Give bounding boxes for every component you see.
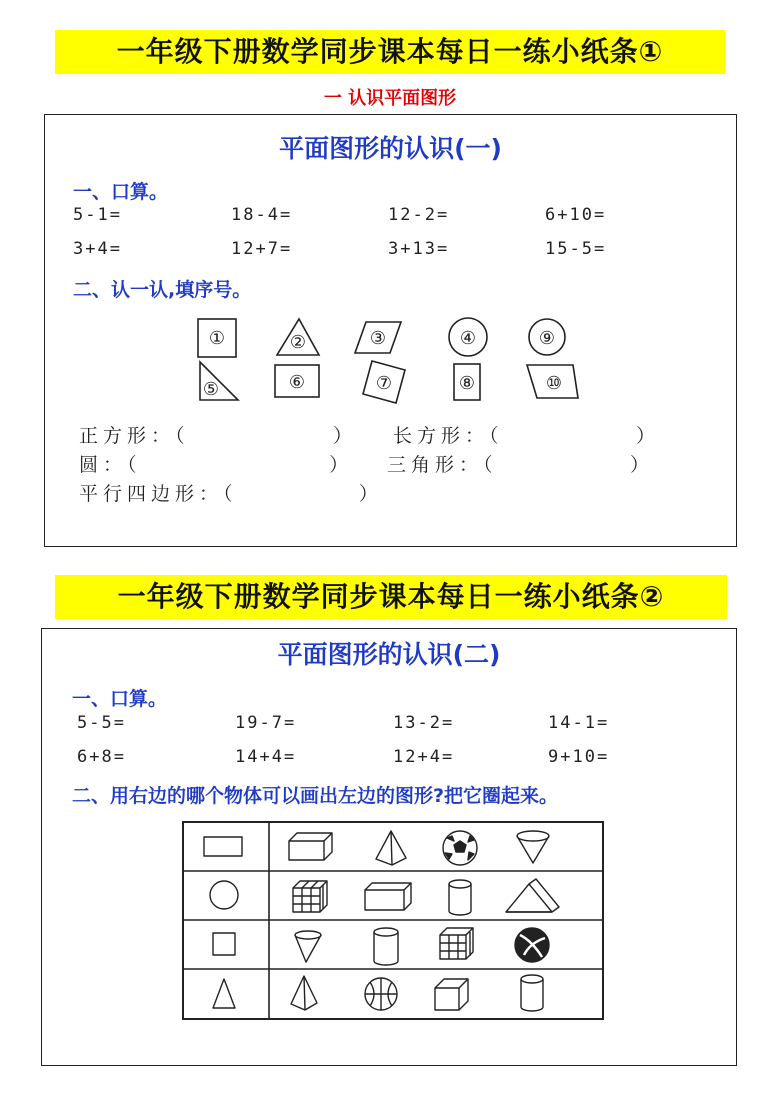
arithmetic-problem: 5-1= (73, 205, 122, 225)
cone-icon (517, 831, 549, 863)
cuboid-icon (289, 833, 332, 860)
section-match-objects: 二、用右边的哪个物体可以画出左边的图形?把它圈起来。 (72, 785, 559, 807)
cuboid-icon (365, 883, 411, 910)
shape-label: ② (289, 332, 307, 353)
arithmetic-problem: 12+4= (393, 747, 455, 767)
cone-icon (295, 931, 321, 962)
card-title: 平面图形的认识(一) (279, 134, 502, 163)
section-identify-shapes: 二、认一认,填序号。 (73, 279, 252, 301)
arithmetic-problem: 13-2= (393, 713, 455, 733)
shape-label: ⑨ (538, 328, 556, 349)
pyramid-icon (376, 831, 406, 865)
arithmetic-problem: 3+4= (73, 239, 122, 259)
shape-label: ⑧ (458, 373, 476, 394)
section-oral-arithmetic: 一、口算。 (72, 688, 168, 710)
soccer-ball-icon (443, 831, 477, 865)
arithmetic-problem: 9+10= (548, 747, 610, 767)
arithmetic-problem: 14+4= (235, 747, 297, 767)
circle-answer: 圆：（ ） (79, 454, 354, 476)
shape-label: ⑦ (375, 373, 393, 394)
shape-label: ⑤ (202, 379, 220, 400)
section-oral-arithmetic: 一、口算。 (73, 181, 169, 203)
rectangle-shape (204, 837, 242, 856)
arithmetic-problem: 15-5= (545, 239, 607, 259)
arithmetic-problem: 6+10= (545, 205, 607, 225)
shape-label: ⑩ (545, 373, 563, 394)
card-title: 平面图形的认识(二) (277, 640, 501, 669)
parallelogram-answer: 平行四边形：（ ） (79, 483, 383, 505)
arithmetic-problem: 6+8= (77, 747, 126, 767)
worksheet-banner-1: 一年级下册数学同步课本每日一练小纸条① (55, 30, 725, 74)
cylinder-icon (521, 975, 543, 1011)
arithmetic-problem: 3+13= (388, 239, 450, 259)
circle-shape (210, 881, 238, 909)
shape-label: ⑥ (288, 372, 306, 393)
square-shape (213, 933, 235, 955)
pyramid-icon (291, 976, 317, 1010)
shape-label: ③ (369, 328, 387, 349)
volleyball-icon (515, 928, 549, 962)
worksheet-card-1 (44, 114, 737, 547)
cube-icon (435, 979, 468, 1010)
arithmetic-problem: 12+7= (231, 239, 293, 259)
shape-label: ④ (459, 328, 477, 349)
rubik-cube-icon (440, 928, 473, 959)
basketball-icon (365, 978, 397, 1010)
arithmetic-problem: 18-4= (231, 205, 293, 225)
cylinder-icon (449, 880, 471, 915)
arithmetic-problem: 19-7= (235, 713, 297, 733)
arithmetic-problem: 5-5= (77, 713, 126, 733)
triangle-shape (213, 979, 235, 1008)
worksheet-banner-2: 一年级下册数学同步课本每日一练小纸条② (55, 575, 727, 619)
rubik-cube-icon (293, 881, 327, 912)
square-answer: 正方形：（ ） (79, 425, 358, 447)
triangle-answer: 三角形：（ ） (387, 454, 654, 476)
cylinder-icon (374, 928, 398, 965)
shape-label: ① (208, 328, 226, 349)
object-matching-table (42, 629, 738, 1067)
arithmetic-problem: 12-2= (388, 205, 450, 225)
unit-title: 一 认识平面图形 (323, 88, 457, 109)
triangular-prism-icon (506, 879, 559, 912)
arithmetic-problem: 14-1= (548, 713, 610, 733)
rectangle-answer: 长方形：（ ） (393, 425, 660, 447)
worksheet-card-2 (41, 628, 737, 1066)
